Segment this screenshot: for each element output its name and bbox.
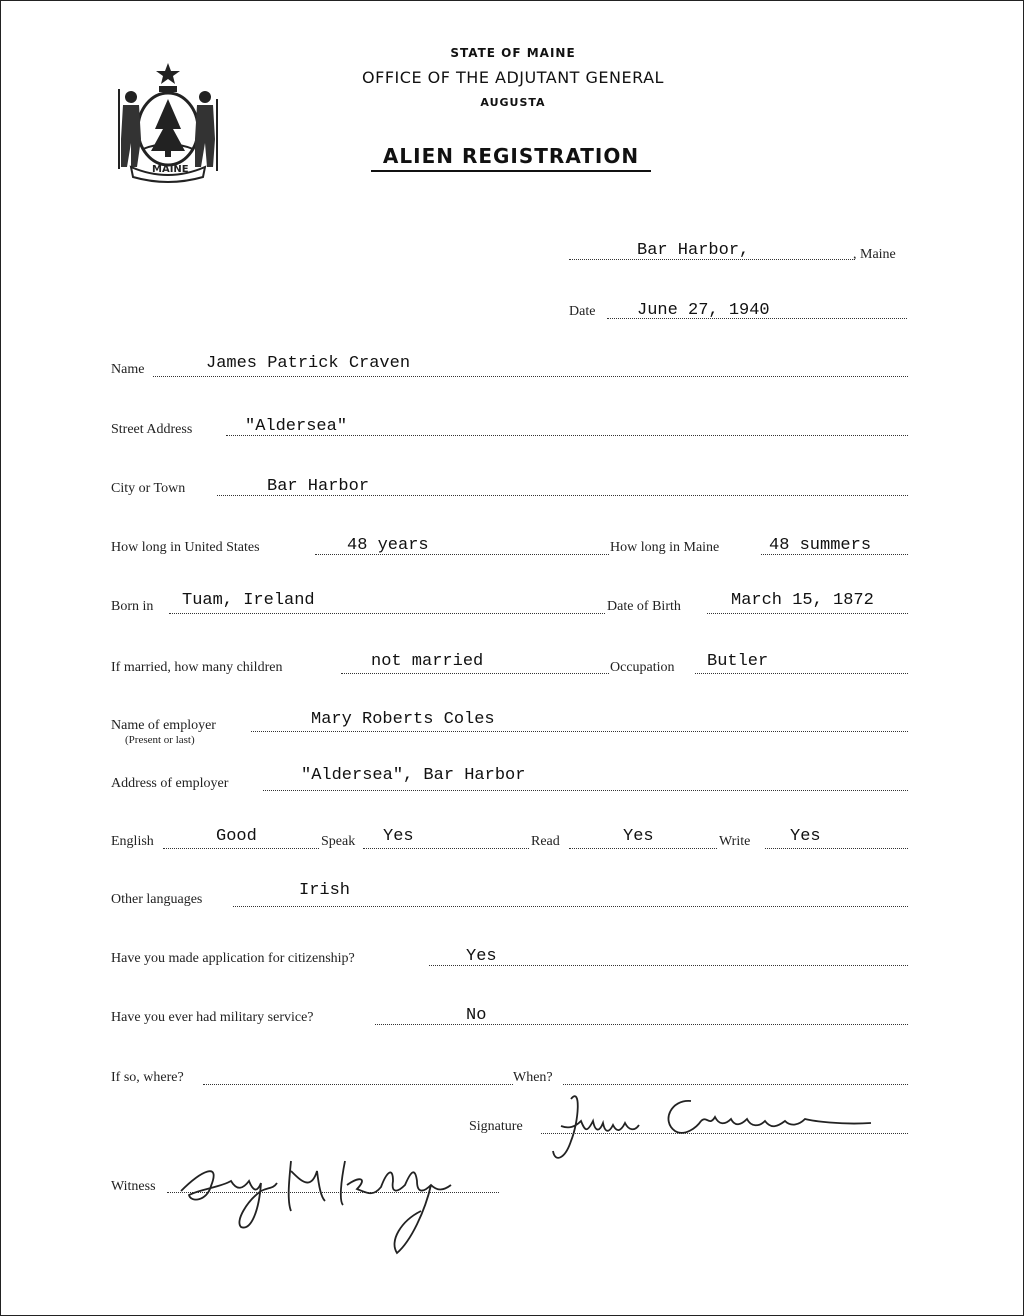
read-label: Read <box>531 834 560 849</box>
city-label: City or Town <box>111 481 186 496</box>
applicant-signature <box>541 1081 881 1171</box>
occupation-value: Butler <box>707 652 769 671</box>
date-of-birth-line <box>707 613 908 614</box>
date-of-birth-label: Date of Birth <box>607 599 681 614</box>
born-in-value: Tuam, Ireland <box>182 591 315 610</box>
military-label: Have you ever had military service? <box>111 1010 314 1025</box>
signature-label: Signature <box>469 1119 523 1134</box>
english-value: Good <box>216 827 257 846</box>
speak-line <box>363 848 529 849</box>
read-line <box>569 848 717 849</box>
write-line <box>765 848 908 849</box>
write-value: Yes <box>790 827 821 846</box>
street-address-value: "Aldersea" <box>245 417 348 436</box>
born-in-label: Born in <box>111 599 154 614</box>
name-line <box>153 376 908 377</box>
children-label: If married, how many children <box>111 660 283 675</box>
occupation-line <box>695 673 908 674</box>
street-address-label: Street Address <box>111 422 193 437</box>
name-label: Name <box>111 362 145 377</box>
citizenship-label: Have you made application for citizenship? <box>111 951 355 966</box>
military-line <box>375 1024 908 1025</box>
employer-address-line <box>263 790 908 791</box>
if-so-where-line <box>203 1084 513 1085</box>
name-value: James Patrick Craven <box>206 354 411 373</box>
place-suffix: , Maine <box>853 247 896 262</box>
employer-address-value: "Aldersea", Bar Harbor <box>301 766 526 785</box>
employer-sublabel: (Present or last) <box>125 734 195 746</box>
read-value: Yes <box>623 827 654 846</box>
how-long-maine-value: 48 summers <box>769 536 872 555</box>
citizenship-line <box>429 965 908 966</box>
other-languages-line <box>233 906 908 907</box>
employer-value: Mary Roberts Coles <box>311 710 495 729</box>
header-state: STATE OF MAINE <box>450 46 576 60</box>
employer-line <box>251 731 908 732</box>
header-office: OFFICE OF THE ADJUTANT GENERAL <box>362 68 664 87</box>
place-value: Bar Harbor, <box>637 241 750 260</box>
how-long-us-value: 48 years <box>347 536 429 555</box>
speak-value: Yes <box>383 827 414 846</box>
children-line <box>341 673 609 674</box>
city-value: Bar Harbor <box>267 477 370 496</box>
employer-address-label: Address of employer <box>111 776 229 791</box>
born-in-line <box>169 613 605 614</box>
military-value: No <box>466 1006 487 1025</box>
english-label: English <box>111 834 154 849</box>
if-so-where-label: If so, where? <box>111 1070 184 1085</box>
how-long-us-label: How long in United States <box>111 540 260 555</box>
when-label: When? <box>513 1070 553 1085</box>
seal-banner-text: MAINE <box>152 164 189 175</box>
witness-signature <box>161 1131 481 1261</box>
date-of-birth-value: March 15, 1872 <box>731 591 874 610</box>
other-languages-label: Other languages <box>111 892 203 907</box>
how-long-maine-label: How long in Maine <box>610 540 720 555</box>
children-value: not married <box>371 652 484 671</box>
english-line <box>163 848 319 849</box>
header-city: AUGUSTA <box>480 96 546 109</box>
write-label: Write <box>719 834 751 849</box>
citizenship-value: Yes <box>466 947 497 966</box>
other-languages-value: Irish <box>299 881 351 900</box>
witness-label: Witness <box>111 1179 156 1194</box>
date-value: June 27, 1940 <box>637 301 770 320</box>
employer-label: Name of employer <box>111 718 216 733</box>
speak-label: Speak <box>321 834 356 849</box>
form-title: ALIEN REGISTRATION <box>371 144 651 172</box>
occupation-label: Occupation <box>610 660 675 675</box>
date-label: Date <box>569 304 596 319</box>
